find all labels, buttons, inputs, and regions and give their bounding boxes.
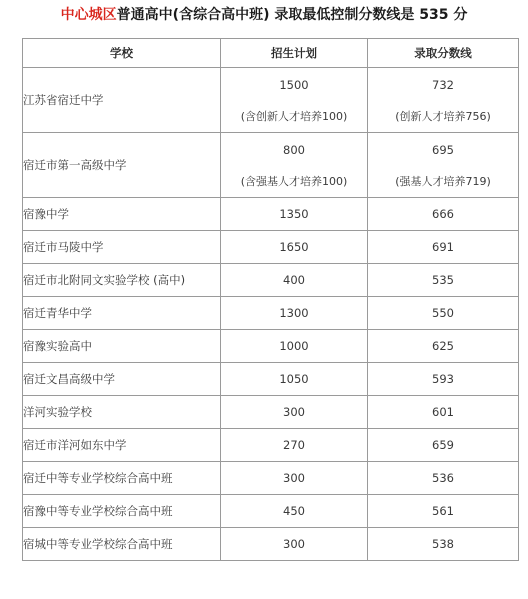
table-row xyxy=(23,462,519,495)
plan-value: 270 xyxy=(221,429,368,462)
score-value: 659 xyxy=(368,429,519,462)
score-cell xyxy=(368,68,519,133)
school-name: 宿迁中等专业学校综合高中班 xyxy=(23,462,221,495)
plan-value: 1350 xyxy=(221,198,368,231)
score-cell xyxy=(368,133,519,198)
school-name: 江苏省宿迁中学 xyxy=(23,68,221,133)
table-row xyxy=(23,133,519,198)
plan-value: 1000 xyxy=(221,330,368,363)
score-value: 691 xyxy=(368,231,519,264)
score-value: 538 xyxy=(368,528,519,561)
school-name: 宿豫中等专业学校综合高中班 xyxy=(23,495,221,528)
table-row xyxy=(23,396,519,429)
score-value: 550 xyxy=(368,297,519,330)
table-row xyxy=(23,68,519,133)
score-value: 535 xyxy=(368,264,519,297)
header-score: 录取分数线 xyxy=(368,39,519,68)
score-value: 666 xyxy=(368,198,519,231)
plan-value: 1050 xyxy=(221,363,368,396)
school-name: 宿迁市马陵中学 xyxy=(23,231,221,264)
score-table xyxy=(22,38,519,561)
table-row xyxy=(23,429,519,462)
table-row xyxy=(23,198,519,231)
score-value: 536 xyxy=(368,462,519,495)
table-header-row xyxy=(23,39,519,68)
school-name: 宿豫实验高中 xyxy=(23,330,221,363)
header-plan: 招生计划 xyxy=(221,39,368,68)
school-name: 宿迁市北附同文实验学校 (高中) xyxy=(23,264,221,297)
table-row xyxy=(23,363,519,396)
plan-note: (含创新人才培养100) xyxy=(240,110,348,123)
table-row xyxy=(23,528,519,561)
school-name: 宿城中等专业学校综合高中班 xyxy=(23,528,221,561)
plan-value: 1500 xyxy=(279,78,309,92)
table-row xyxy=(23,231,519,264)
school-name: 宿豫中学 xyxy=(23,198,221,231)
score-note: (创新人才培养756) xyxy=(395,110,491,123)
plan-value: 300 xyxy=(221,528,368,561)
score-value: 732 xyxy=(432,78,454,92)
school-name: 宿迁市第一高级中学 xyxy=(23,133,221,198)
score-note: (强基人才培养719) xyxy=(395,175,491,188)
header-school: 学校 xyxy=(23,39,221,68)
title-highlight: 中心城区 xyxy=(60,7,117,23)
school-name: 宿迁文昌高级中学 xyxy=(23,363,221,396)
table-row xyxy=(23,495,519,528)
table-row xyxy=(23,264,519,297)
score-value: 601 xyxy=(368,396,519,429)
title-text: 普通高中(含综合高中班) 录取最低控制分数线是 535 分 xyxy=(116,7,468,23)
school-name: 宿迁青华中学 xyxy=(23,297,221,330)
score-value: 593 xyxy=(368,363,519,396)
plan-value: 1300 xyxy=(221,297,368,330)
plan-cell xyxy=(221,68,368,133)
school-name: 宿迁市洋河如东中学 xyxy=(23,429,221,462)
table-row xyxy=(23,330,519,363)
plan-value: 450 xyxy=(221,495,368,528)
plan-value: 300 xyxy=(221,396,368,429)
table-row xyxy=(23,297,519,330)
plan-value: 800 xyxy=(283,143,305,157)
plan-cell xyxy=(221,133,368,198)
plan-value: 1650 xyxy=(221,231,368,264)
plan-value: 300 xyxy=(221,462,368,495)
score-value: 561 xyxy=(368,495,519,528)
page-title xyxy=(0,4,528,26)
plan-value: 400 xyxy=(221,264,368,297)
plan-note: (含强基人才培养100) xyxy=(240,175,348,188)
score-value: 695 xyxy=(432,143,454,157)
school-name: 洋河实验学校 xyxy=(23,396,221,429)
score-value: 625 xyxy=(368,330,519,363)
